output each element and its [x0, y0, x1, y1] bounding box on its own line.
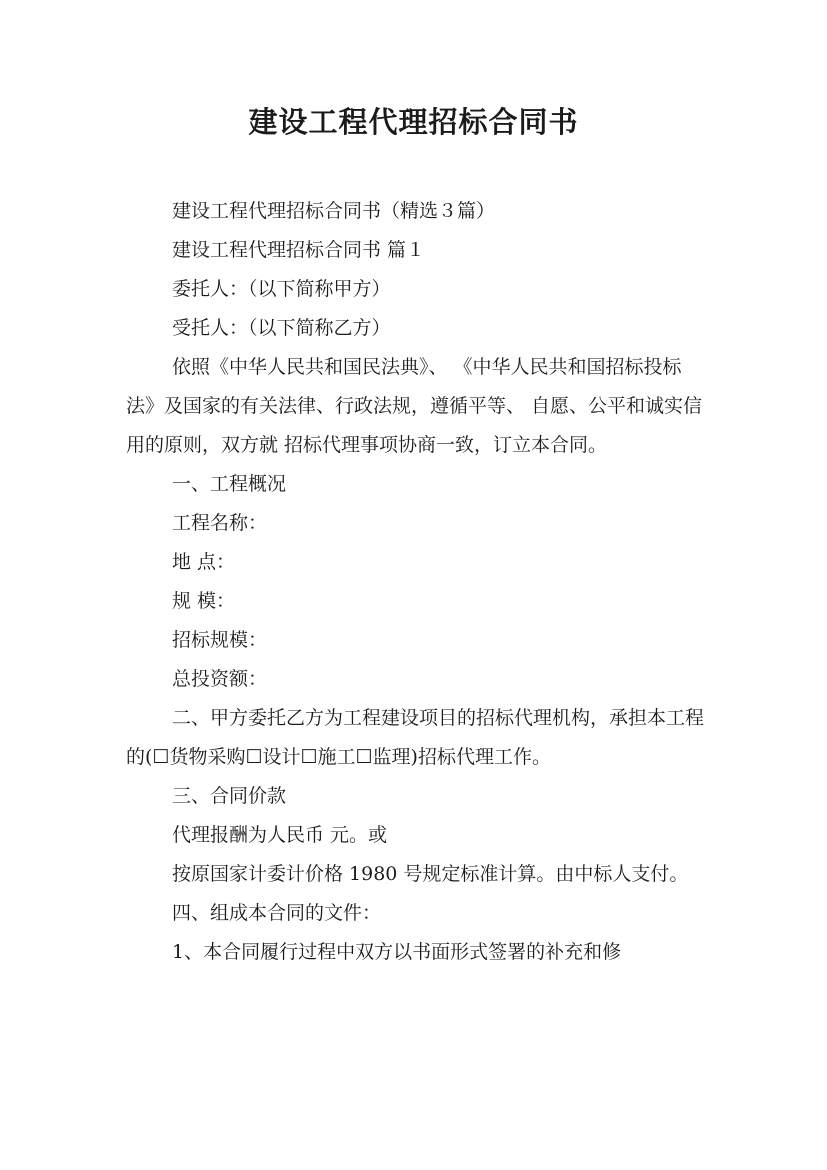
heading-project-overview: 一、工程概况 [172, 473, 287, 495]
field-bidding-scale: 招标规模： [172, 629, 268, 651]
document-body [126, 192, 706, 972]
clause-two-paragraph: 二、甲方委托乙方为工程建设项目的招标代理机构，承担本工程的(☐货物采购☐设计☐施工☐监理)招标代理工作。 [126, 707, 705, 768]
preamble-paragraph: 依照《中华人民共和国民法典》、 《中华人民共和国招标投标法》及国家的有关法律、行政法规，遵循平等、 自愿、公平和诚实信用的原则，双方就 招标代理事项协商一致，订立本合同。 [126, 356, 703, 456]
field-scale: 规 模： [172, 590, 236, 612]
heading-contract-price: 三、合同价款 [172, 785, 287, 807]
section-heading: 建设工程代理招标合同书 篇１ [172, 239, 426, 261]
document-item-1: 1、本合同履行过程中双方以书面形式签署的补充和修 [172, 941, 622, 963]
document-title: 建设工程代理招标合同书 [248, 105, 579, 139]
fee-standard-paragraph: 按原国家计委计价格 1980 号规定标准计算。由中标人支付。 [172, 863, 689, 885]
agent-line: 受托人：（以下简称乙方） [172, 317, 391, 339]
field-total-investment: 总投资额： [172, 668, 268, 690]
client-line: 委托人：（以下简称甲方） [172, 278, 391, 300]
field-project-name: 工程名称： [172, 512, 268, 534]
fee-line: 代理报酬为人民币 元。或 [172, 824, 388, 846]
heading-contract-documents: 四、组成本合同的文件： [172, 902, 382, 924]
subtitle-line: 建设工程代理招标合同书（精选３篇） [172, 200, 496, 222]
field-location: 地 点： [172, 551, 236, 573]
